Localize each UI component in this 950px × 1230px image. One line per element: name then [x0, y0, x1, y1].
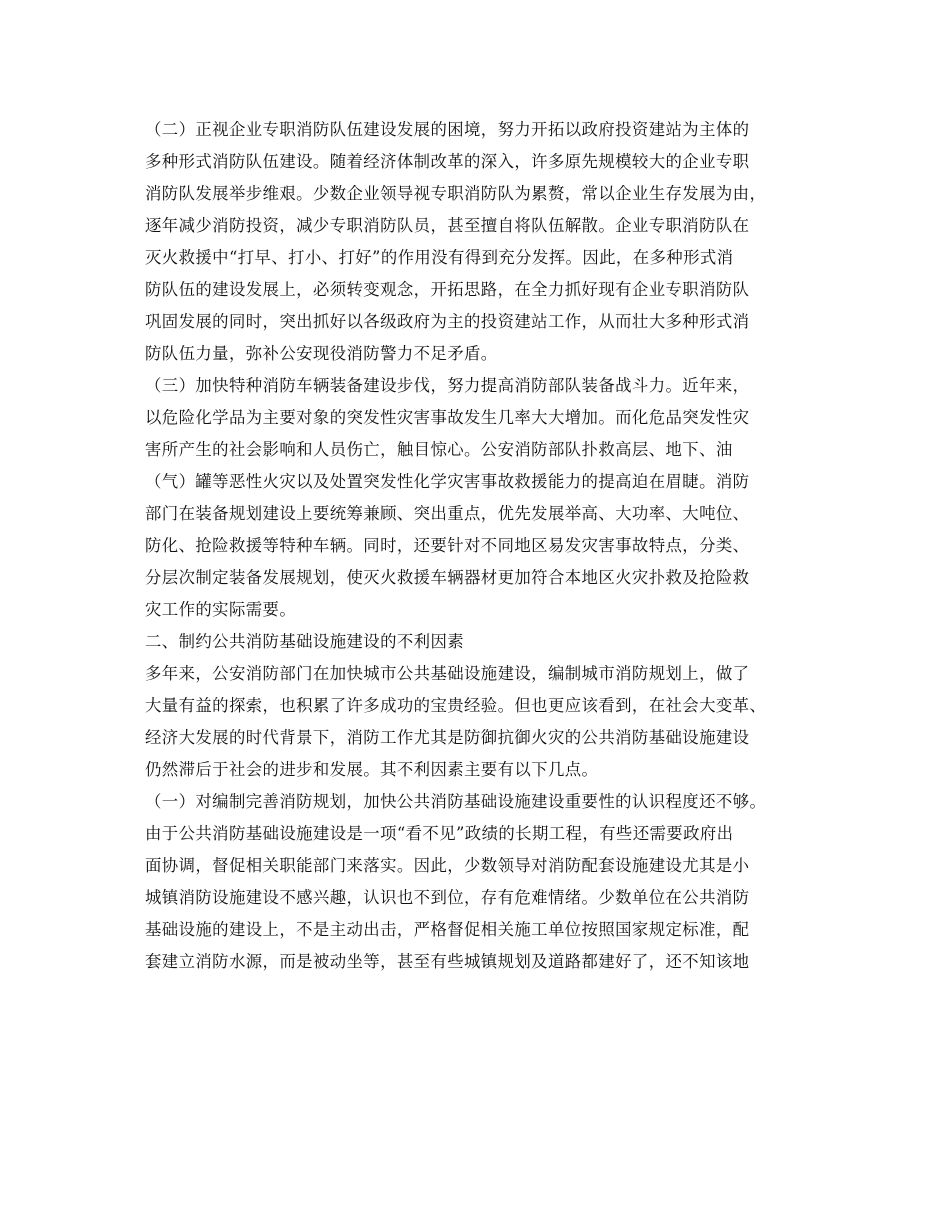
text-line: 基础设施的建设上，不是主动出击，严格督促相关施工单位按照国家规定标准，配	[145, 920, 750, 939]
text-line: 消防队发展举步维艰。少数企业领导视专职消防队为累赘，常以企业生存发展为由，	[145, 184, 767, 203]
section-heading: 二、制约公共消防基础设施建设的不利因素	[145, 632, 465, 651]
text-line: 防队伍的建设发展上，必须转变观念，开拓思路，在全力抓好现有企业专职消防队	[145, 280, 750, 299]
text-line: 分层次制定装备发展规划，使灭火救援车辆器材更加符合本地区火灾扑救及抢险救	[145, 568, 750, 587]
text-line: 套建立消防水源，而是被动坐等，甚至有些城镇规划及道路都建好了，还不知该地	[145, 952, 750, 971]
text-line: 面协调，督促相关职能部门来落实。因此，少数领导对消防配套设施建设尤其是小	[145, 856, 750, 875]
text-line: （一）对编制完善消防规划，加快公共消防基础设施建设重要性的认识程度还不够。	[145, 792, 767, 811]
text-line: 由于公共消防基础设施建设是一项“看不见”政绩的长期工程，有些还需要政府出	[145, 824, 734, 843]
text-line: （二）正视企业专职消防队伍建设发展的困境，努力开拓以政府投资建站为主体的	[145, 120, 750, 139]
text-line: （气）罐等恶性火灾以及处置突发性化学灾害事故救援能力的提高迫在眉睫。消防	[145, 472, 750, 491]
text-line: 逐年减少消防投资，减少专职消防队员，甚至擅自将队伍解散。企业专职消防队在	[145, 216, 750, 235]
text-line: 灾工作的实际需要。	[145, 600, 297, 619]
text-line: 以危险化学品为主要对象的突发性灾害事故发生几率大大增加。而化危品突发性灾	[145, 408, 750, 427]
text-line: 防化、抢险救援等特种车辆。同时，还要针对不同地区易发灾害事故特点，分类、	[145, 536, 750, 555]
text-line: 多种形式消防队伍建设。随着经济体制改革的深入，许多原先规模较大的企业专职	[145, 152, 750, 171]
text-line: 部门在装备规划建设上要统筹兼顾、突出重点，优先发展举高、大功率、大吨位、	[145, 504, 750, 523]
text-line: 巩固发展的同时，突出抓好以各级政府为主的投资建站工作，从而壮大多种形式消	[145, 312, 750, 331]
text-line: 城镇消防设施建设不感兴趣，认识也不到位，存有危难情绪。少数单位在公共消防	[145, 888, 750, 907]
text-line: 害所产生的社会影响和人员伤亡，触目惊心。公安消防部队扑救高层、地下、油	[145, 440, 733, 459]
text-line: 经济大发展的时代背景下，消防工作尤其是防御抗御火灾的公共消防基础设施建设	[145, 728, 750, 747]
text-line: 灭火救援中“打早、打小、打好”的作用没有得到充分发挥。因此，在多种形式消	[145, 248, 734, 267]
text-line: （三）加快特种消防车辆装备建设步伐，努力提高消防部队装备战斗力。近年来，	[145, 376, 750, 395]
text-line: 大量有益的探索，也积累了许多成功的宝贵经验。但也更应该看到，在社会大变革、	[145, 696, 767, 715]
text-line: 防队伍力量，弥补公安现役消防警力不足矛盾。	[145, 344, 498, 363]
text-line: 多年来，公安消防部门在加快城市公共基础设施建设，编制城市消防规划上，做了	[145, 664, 750, 683]
document-body	[145, 114, 810, 978]
text-line: 仍然滞后于社会的进步和发展。其不利因素主要有以下几点。	[145, 760, 599, 779]
